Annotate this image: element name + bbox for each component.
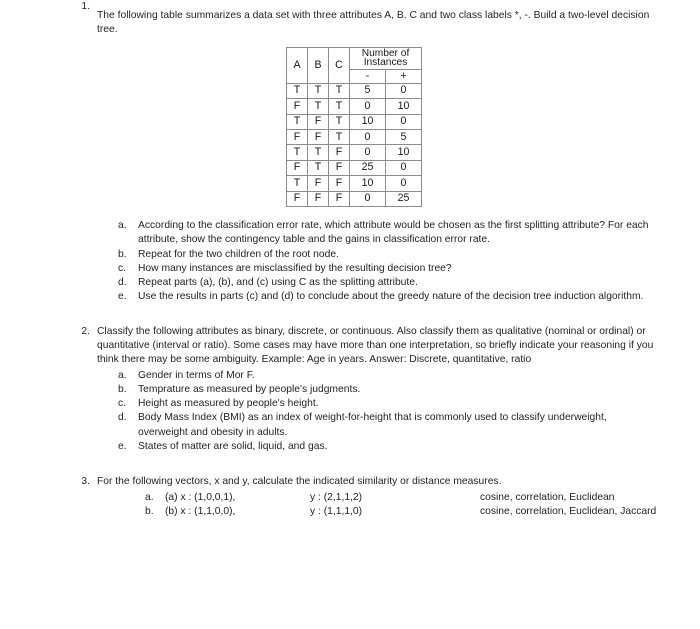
sub-marker: b. bbox=[145, 505, 154, 517]
header-class-negative: - bbox=[350, 69, 386, 83]
cell-neg: 0 bbox=[350, 191, 386, 206]
header-number-of-instances bbox=[350, 47, 422, 69]
cell-neg: 5 bbox=[350, 83, 386, 98]
cell-b: F bbox=[308, 114, 329, 129]
cell-a: F bbox=[287, 129, 308, 144]
sub-text: States of matter are solid, liquid, and gas. bbox=[138, 441, 328, 453]
spacer bbox=[0, 454, 700, 475]
cell-pos: 0 bbox=[386, 114, 422, 129]
question-2-sub-item-d bbox=[97, 411, 700, 440]
cell-b: F bbox=[308, 129, 329, 144]
cell-neg: 10 bbox=[350, 176, 386, 191]
cell-c: T bbox=[329, 83, 350, 98]
sub-marker: c. bbox=[118, 262, 127, 274]
question-2-sub-item-a bbox=[97, 369, 700, 383]
cell-pos: 10 bbox=[386, 99, 422, 114]
cell-a: F bbox=[287, 160, 308, 175]
table-row bbox=[287, 191, 422, 206]
cell-c: T bbox=[329, 114, 350, 129]
cell-a: T bbox=[287, 145, 308, 160]
question-1-sub-item-a bbox=[97, 219, 700, 248]
sub-text: Repeat parts (a), (b), and (c) using C as the splitting attribute. bbox=[138, 277, 418, 289]
attribute-instance-table bbox=[286, 47, 422, 207]
sub-text: Repeat for the two children of the root node. bbox=[138, 248, 339, 260]
vector-row bbox=[165, 491, 700, 505]
cell-neg: 0 bbox=[350, 129, 386, 144]
question-2 bbox=[0, 325, 700, 368]
cell-a: T bbox=[287, 114, 308, 129]
sub-marker: d. bbox=[118, 277, 127, 289]
sub-marker: c. bbox=[118, 398, 127, 410]
question-2-sub-item-c bbox=[97, 397, 700, 411]
sub-marker: b. bbox=[118, 383, 127, 395]
sub-marker: a. bbox=[118, 369, 127, 381]
cell-neg: 10 bbox=[350, 114, 386, 129]
table-body bbox=[287, 83, 422, 206]
question-3 bbox=[0, 475, 700, 489]
cell-a: T bbox=[287, 83, 308, 98]
cell-c: F bbox=[329, 145, 350, 160]
spacer bbox=[0, 305, 700, 325]
question-2-sub-list bbox=[0, 369, 700, 455]
cell-pos: 25 bbox=[386, 191, 422, 206]
question-2-sub-item-e bbox=[97, 440, 700, 454]
sub-marker: a. bbox=[118, 219, 127, 231]
cell-a: F bbox=[287, 99, 308, 114]
sub-text: Temprature as measured by people's judgments. bbox=[138, 383, 361, 395]
sub-text: Body Mass Index (BMI) as an index of weight-for-height that is commonly used to classify underweight, overweight and obesity in adults. bbox=[138, 412, 607, 438]
sub-marker: e. bbox=[118, 441, 127, 453]
group-header-line-1: Number of bbox=[361, 47, 410, 59]
cell-pos: 5 bbox=[386, 129, 422, 144]
data-table-container bbox=[0, 47, 700, 207]
cell-b: T bbox=[308, 99, 329, 114]
sub-text: Gender in terms of Mor F. bbox=[138, 369, 255, 381]
question-1-sub-list bbox=[0, 219, 700, 305]
group-header-line-2: Instances bbox=[363, 57, 408, 69]
vector-x: (a) x : (1,0,0,1), bbox=[165, 491, 236, 503]
header-attribute-a: A bbox=[287, 47, 308, 83]
table-head bbox=[287, 47, 422, 83]
spacer bbox=[0, 207, 700, 219]
question-1-number: 1. bbox=[81, 1, 90, 12]
table-row bbox=[287, 160, 422, 175]
table-row bbox=[287, 145, 422, 160]
cell-pos: 10 bbox=[386, 145, 422, 160]
cell-b: T bbox=[308, 145, 329, 160]
table-row bbox=[287, 176, 422, 191]
vector-y: y : (2,1,1,2) bbox=[310, 491, 363, 503]
header-class-positive: + bbox=[386, 69, 422, 83]
cell-c: F bbox=[329, 191, 350, 206]
table-row bbox=[287, 83, 422, 98]
sub-text: Use the results in parts (c) and (d) to conclude about the greedy nature of the decision tree induction algorithm. bbox=[138, 291, 644, 303]
cell-c: F bbox=[329, 160, 350, 175]
question-2-sub-item-b bbox=[97, 383, 700, 397]
vector-y: y : (1,1,1,0) bbox=[310, 505, 363, 517]
cell-b: T bbox=[308, 83, 329, 98]
sub-marker: d. bbox=[118, 412, 127, 424]
question-3-text: For the following vectors, x and y, calculate the indicated similarity or distance measures. bbox=[97, 476, 502, 488]
sub-text: According to the classification error rate, which attribute would be chosen as the first splitting attribute? For each attribute, show the contingency table and the gains in classification error rate. bbox=[138, 219, 649, 246]
header-attribute-b: B bbox=[308, 47, 329, 83]
question-1-sub-item-c bbox=[97, 262, 700, 276]
question-1-sub-item-b bbox=[97, 248, 700, 262]
cell-b: F bbox=[308, 191, 329, 206]
question-3-number: 3. bbox=[81, 476, 90, 488]
question-3-sub-list bbox=[0, 491, 700, 520]
cell-pos: 0 bbox=[386, 83, 422, 98]
question-1-sub-item-e bbox=[97, 290, 700, 304]
question-2-number: 2. bbox=[81, 325, 90, 337]
cell-b: T bbox=[308, 160, 329, 175]
sub-marker: b. bbox=[118, 248, 127, 260]
cell-pos: 0 bbox=[386, 176, 422, 191]
question-1-sub-item-d bbox=[97, 276, 700, 290]
cell-pos: 0 bbox=[386, 160, 422, 175]
vector-measures: cosine, correlation, Euclidean, Jaccard bbox=[480, 505, 657, 517]
question-3-sub-item-b bbox=[97, 505, 700, 519]
vector-measures: cosine, correlation, Euclidean bbox=[480, 491, 615, 503]
table-row bbox=[287, 99, 422, 114]
sub-marker: e. bbox=[118, 291, 127, 303]
vector-x: (b) x : (1,1,0,0), bbox=[165, 505, 236, 517]
vector-row bbox=[165, 505, 700, 519]
table-header-row-1 bbox=[287, 47, 422, 69]
question-2-text: Classify the following attributes as binary, discrete, or continuous. Also classify them as qualitative (nominal or ordinal) or quantitative (interval or ratio). Some cases may have more than one interpretation, so briefly indicate your reasoning if you think there may be some ambiguity. Example: Age in years. Answer: Discrete, quantitative, ratio bbox=[97, 325, 654, 366]
question-3-sub-item-a bbox=[97, 491, 700, 505]
question-1-text: The following table summarizes a data set with three attributes A, B. C and two class labels *, -. Build a two-level decision tree. bbox=[97, 10, 650, 36]
cell-a: F bbox=[287, 191, 308, 206]
cell-neg: 25 bbox=[350, 160, 386, 175]
cell-neg: 0 bbox=[350, 99, 386, 114]
table-row bbox=[287, 114, 422, 129]
sub-marker: a. bbox=[145, 491, 154, 503]
table-row bbox=[287, 129, 422, 144]
cell-b: F bbox=[308, 176, 329, 191]
sub-text: Height as measured by people's height. bbox=[138, 398, 319, 410]
cell-c: F bbox=[329, 176, 350, 191]
cell-a: T bbox=[287, 176, 308, 191]
sub-text: How many instances are misclassified by the resulting decision tree? bbox=[138, 262, 452, 274]
question-1 bbox=[0, 0, 700, 38]
cell-c: T bbox=[329, 99, 350, 114]
cell-c: T bbox=[329, 129, 350, 144]
cell-neg: 0 bbox=[350, 145, 386, 160]
header-attribute-c: C bbox=[329, 47, 350, 83]
